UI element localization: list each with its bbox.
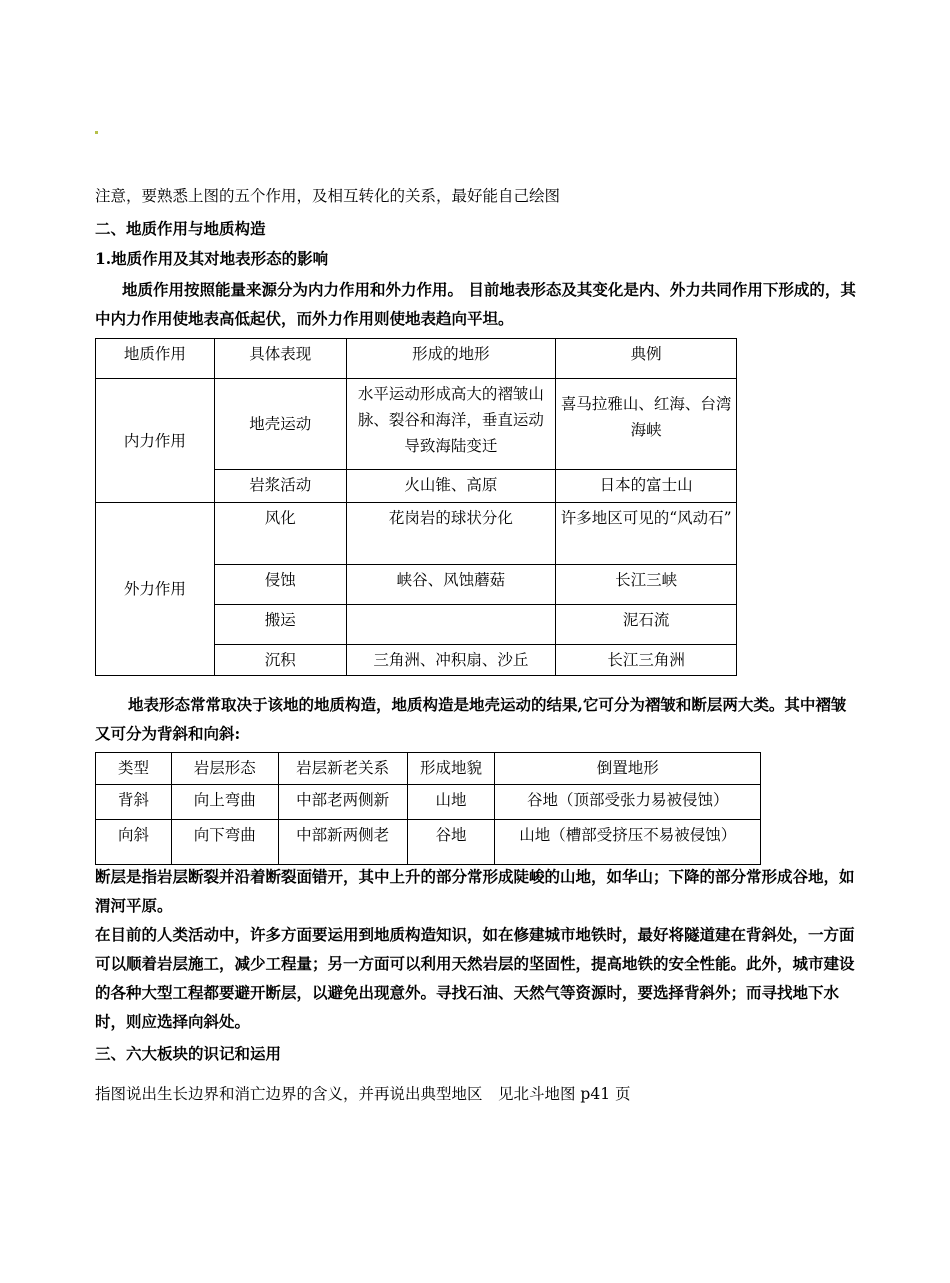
table-cell: 长江三峡 [556,565,737,605]
table-cell: 喜马拉雅山、红海、台湾海峡 [556,379,737,470]
table-header-row [96,753,761,785]
table-cell: 地壳运动 [214,379,346,470]
table-cell: 谷地（顶部受张力易被侵蚀） [495,785,761,820]
table-cell: 背斜 [96,785,172,820]
geologic-action-table [95,338,737,676]
table-cell: 岩浆活动 [214,470,346,503]
section-3-heading: 三、六大板块的识记和运用 [95,1044,282,1063]
table-cell: 峡谷、风蚀蘑菇 [346,565,556,605]
header-cell: 典例 [556,339,737,379]
paragraph-human-activity: 在目前的人类活动中，许多方面要运用到地质构造知识，如在修建城市地铁时，最好将隧道建在背斜处，一方面可以顺着岩层施工，减少工程量；另一方面可以利用天然岩层的坚固性，提高地铁的安全性能。此外，城市建设的各种大型工程都要避开断层，以避免出现意外。寻找石油、天然气等资源时，要选择背斜外；而寻找地下水时，则应选择向斜处。 [95,925,855,1031]
table-cell: 中部老两侧新 [278,785,407,820]
table-row [96,785,761,820]
note-text: 注意，要熟悉上图的五个作用，及相互转化的关系，最好能自己绘图 [95,187,561,205]
plate-boundary-note: 指图说出生长边界和消亡边界的含义，并再说出典型地区 见北斗地图 p41 页 [95,1085,631,1103]
internal-force-label: 内力作用 [96,379,215,503]
table-cell: 日本的富士山 [556,470,737,503]
header-cell: 岩层新老关系 [278,753,407,785]
header-cell: 类型 [96,753,172,785]
table-cell: 搬运 [214,605,346,645]
table-cell: 向上弯曲 [171,785,278,820]
paragraph-geologic-structure: 地表形态常常取决于该地的地质构造，地质构造是地壳运动的结果,它可分为褶皱和断层两大类。其中褶皱又可分为背斜和向斜: [95,695,847,743]
external-force-label: 外力作用 [96,503,215,676]
table-cell: 山地（槽部受挤压不易被侵蚀） [495,820,761,865]
table-row [96,820,761,865]
table-cell: 向下弯曲 [171,820,278,865]
header-cell: 具体表现 [214,339,346,379]
table-cell: 水平运动形成高大的褶皱山脉、裂谷和海洋，垂直运动导致海陆变迁 [346,379,556,470]
table-cell [346,605,556,645]
table-cell: 三角洲、冲积扇、沙丘 [346,645,556,676]
fold-type-table [95,752,761,865]
header-cell: 地质作用 [96,339,215,379]
paragraph-fault: 断层是指岩层断裂并沿着断裂面错开，其中上升的部分常形成陡峻的山地，如华山；下降的部分常形成谷地，如渭河平原。 [95,867,855,915]
paragraph-geologic-action: 地质作用按照能量来源分为内力作用和外力作用。 目前地表形态及其变化是内、外力共同作用下形成的，其中内力作用使地表高低起伏，而外力作用则使地表趋向平坦。 [95,280,856,328]
table-cell: 向斜 [96,820,172,865]
table-cell: 泥石流 [556,605,737,645]
table-cell: 侵蚀 [214,565,346,605]
table-header-row [96,339,737,379]
table-cell: 风化 [214,503,346,565]
subsection-1-heading: 1.地质作用及其对地表形态的影响 [95,249,329,268]
table-cell: 长江三角洲 [556,645,737,676]
table-cell: 山地 [407,785,495,820]
decorative-dot [95,131,98,134]
table-cell: 火山锥、高原 [346,470,556,503]
table-cell: 谷地 [407,820,495,865]
header-cell: 形成地貌 [407,753,495,785]
table-row [96,379,737,470]
header-cell: 岩层形态 [171,753,278,785]
section-2-heading: 二、地质作用与地质构造 [95,219,266,238]
table-row [96,503,737,565]
table-cell: 中部新两侧老 [278,820,407,865]
table-cell: 许多地区可见的“风动石” [556,503,737,565]
header-cell: 倒置地形 [495,753,761,785]
table-cell: 沉积 [214,645,346,676]
header-cell: 形成的地形 [346,339,556,379]
table-cell: 花岗岩的球状分化 [346,503,556,565]
